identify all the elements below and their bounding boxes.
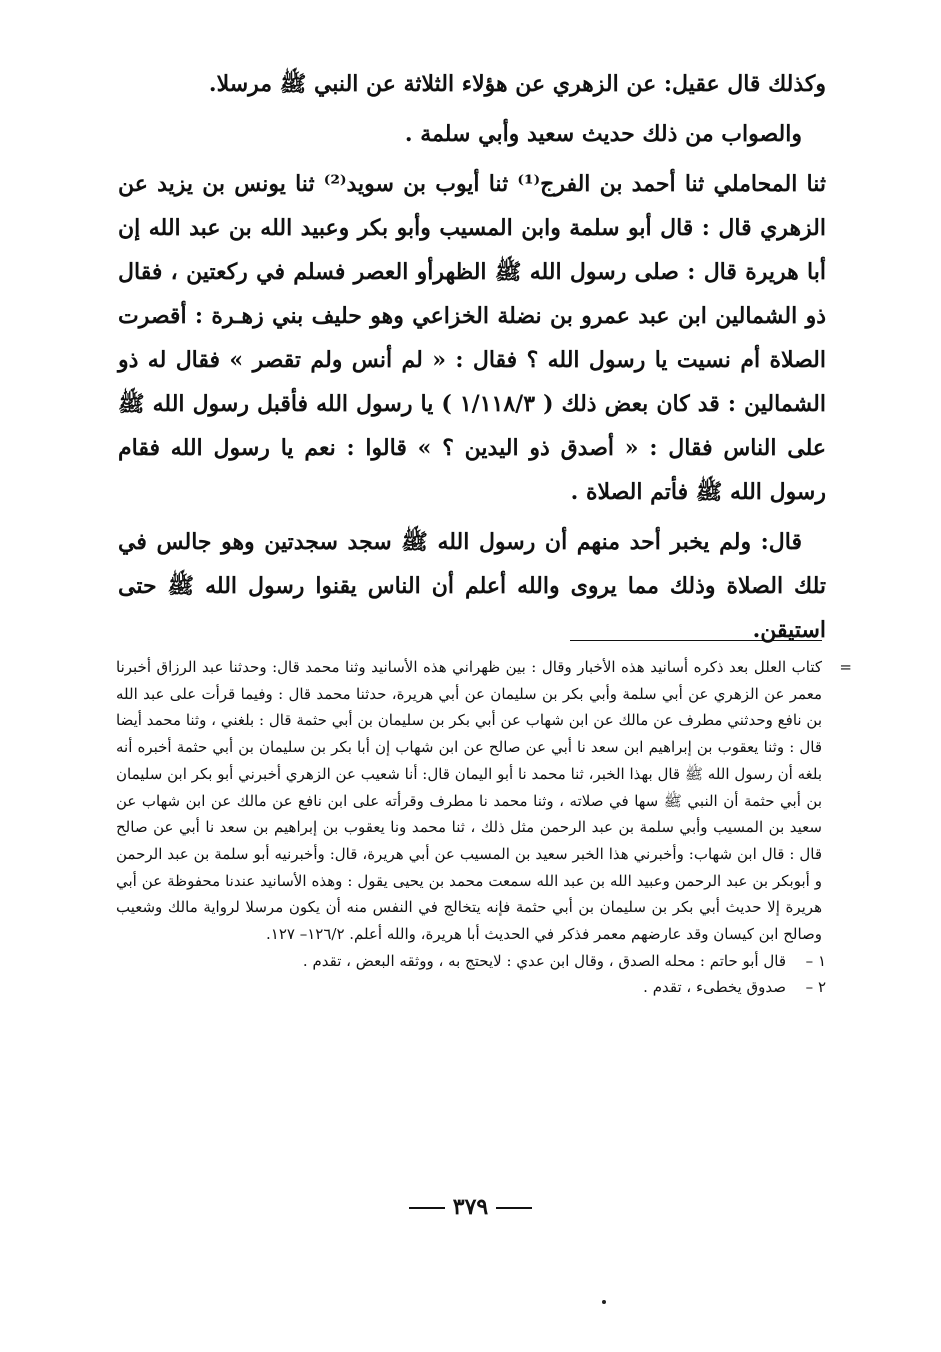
footnote-text: صدوق يخطىء ، تقدم . — [643, 978, 786, 997]
page-number-line — [0, 1194, 941, 1220]
folio-dash — [409, 1207, 445, 1209]
main-text — [118, 62, 826, 658]
folio-dash — [496, 1207, 532, 1209]
paragraph-3: ثنا المحاملي ثنا أحمد بن الفرج⁽¹⁾ ثنا أيوب بن سويد⁽²⁾ ثنا يونس بن يزيد عن الزهري قال : قال أبو سلمة وابن المسيب وأبو بكر وعبيد الله بن عبد الله إن أبا هريرة قال : صلى رسول الله ﷺ الظهرأو العصر فسلم في ركعتين ، فقال ذو الشمالين ابن عبد عمرو بن نضلة الخزاعي وهو حليف بني زهـرة : أقصرت الصلاة أم نسيت يا رسول الله ؟ فقال : « لم أنس ولم تقصر » فقال له ذو الشمالين : قد كان بعض ذلك ( ١/١١٨/٣ ) يا رسول الله فأقبل رسول الله ﷺ على الناس فقال : « أصدق ذو اليدين ؟ » قالوا : نعم يا رسول الله فقام رسول الله ﷺ فأتم الصلاة . — [118, 171, 826, 505]
footnote-text: قال أبو حاتم : محله الصدق ، وقال ابن عدي : لايحتج به ، ووثقه البعض ، تقدم . — [302, 951, 786, 970]
footnote-1 — [116, 948, 826, 975]
continuation-text: كتاب العلل بعد ذكره أسانيد هذه الأخبار وقال : بين ظهراني هذه الأسانيد وثنا محمد قال: وحدثنا عبد الرزاق أخبرنا معمر عن الزهري عن أبي سلمة وأبي بكر بن سليمان عن أبي هريرة، حدثنا محمد قال : وفيما قرأت على عبد الله بن نافع وحدثني مطرف عن مالك عن ابن شهاب عن أبي بكر بن سليمان بن أبي حثمة قال : بلغني ، وثنا محمد أيضا قال : وثنا يعقوب بن إبراهيم ابن سعد نا أبي عن صالح عن ابن شهاب إن أبا بكر بن سليمان بن أبي حثمة أخبره أنه بلغه أن رسول الله ﷺ قال بهذا الخبر، ثنا محمد نا أبو اليمان قال: أنا شعيب عن الزهري أخبرني أبو بكر ابن سليمان بن أبي حثمة أن النبي ﷺ سها في صلاته ، وثنا محمد نا مطرف وقرأته على ابن نافع عن مالك عن ابن شهاب عن سعيد بن المسيب وأبي سلمة بن عبد الرحمن مثل ذلك ، ثنا محمد ونا يعقوب بن إبراهيم بن سعد نا أبي عن صالح قال : قال ابن شهاب: وأخبرني هذا الخبر سعيد بن المسيب عن أبي هريرة، قال: وأخبرنيه أبو سلمة بن عبد الرحمن و أبوبكر بن عبد الرحمن وعبيد الله بن عبد الله سمعت محمد بن يحيى يقول : وهذه الأسانيد عندنا محفوظة عن أبي هريرة إلا حديث أبي بكر بن سليمان بن أبي حثمة فإنه يتخالج في النفس منه أن يكون مرسلا لرواية مالك وشعيب وصالح ابن كيسان وقد عارضهم معمر فذكر في الحديث أبا هريرة، والله أعلم. ١٢٦/٢– ١٢٧. — [116, 658, 822, 944]
scan-speck — [602, 1300, 606, 1304]
paragraph-2: والصواب من ذلك حديث سعيد وأبي سلمة . — [404, 121, 802, 147]
footnote-number: ١ – — [805, 951, 826, 970]
footnotes — [116, 654, 852, 1001]
footnote-number: ٢ – — [805, 978, 826, 997]
paragraph-1: وكذلك قال عقيل: عن الزهري عن هؤلاء الثلاثة عن النبي ﷺ مرسلا. — [208, 71, 826, 97]
paragraph-4: قال: ولم يخبر أحد منهم أن رسول الله ﷺ سجد سجدتين وهو جالس في تلك الصلاة وذلك مما يروى والله أعلم أن الناس يقنوا رسول الله ﷺ حتى استيقن. — [118, 529, 826, 643]
footnote-2 — [116, 974, 826, 1001]
continuation-marker: = — [839, 658, 852, 676]
footnote-continuation — [116, 654, 852, 948]
footnote-separator — [570, 640, 822, 641]
page-number: ٣٧٩ — [452, 1194, 489, 1220]
